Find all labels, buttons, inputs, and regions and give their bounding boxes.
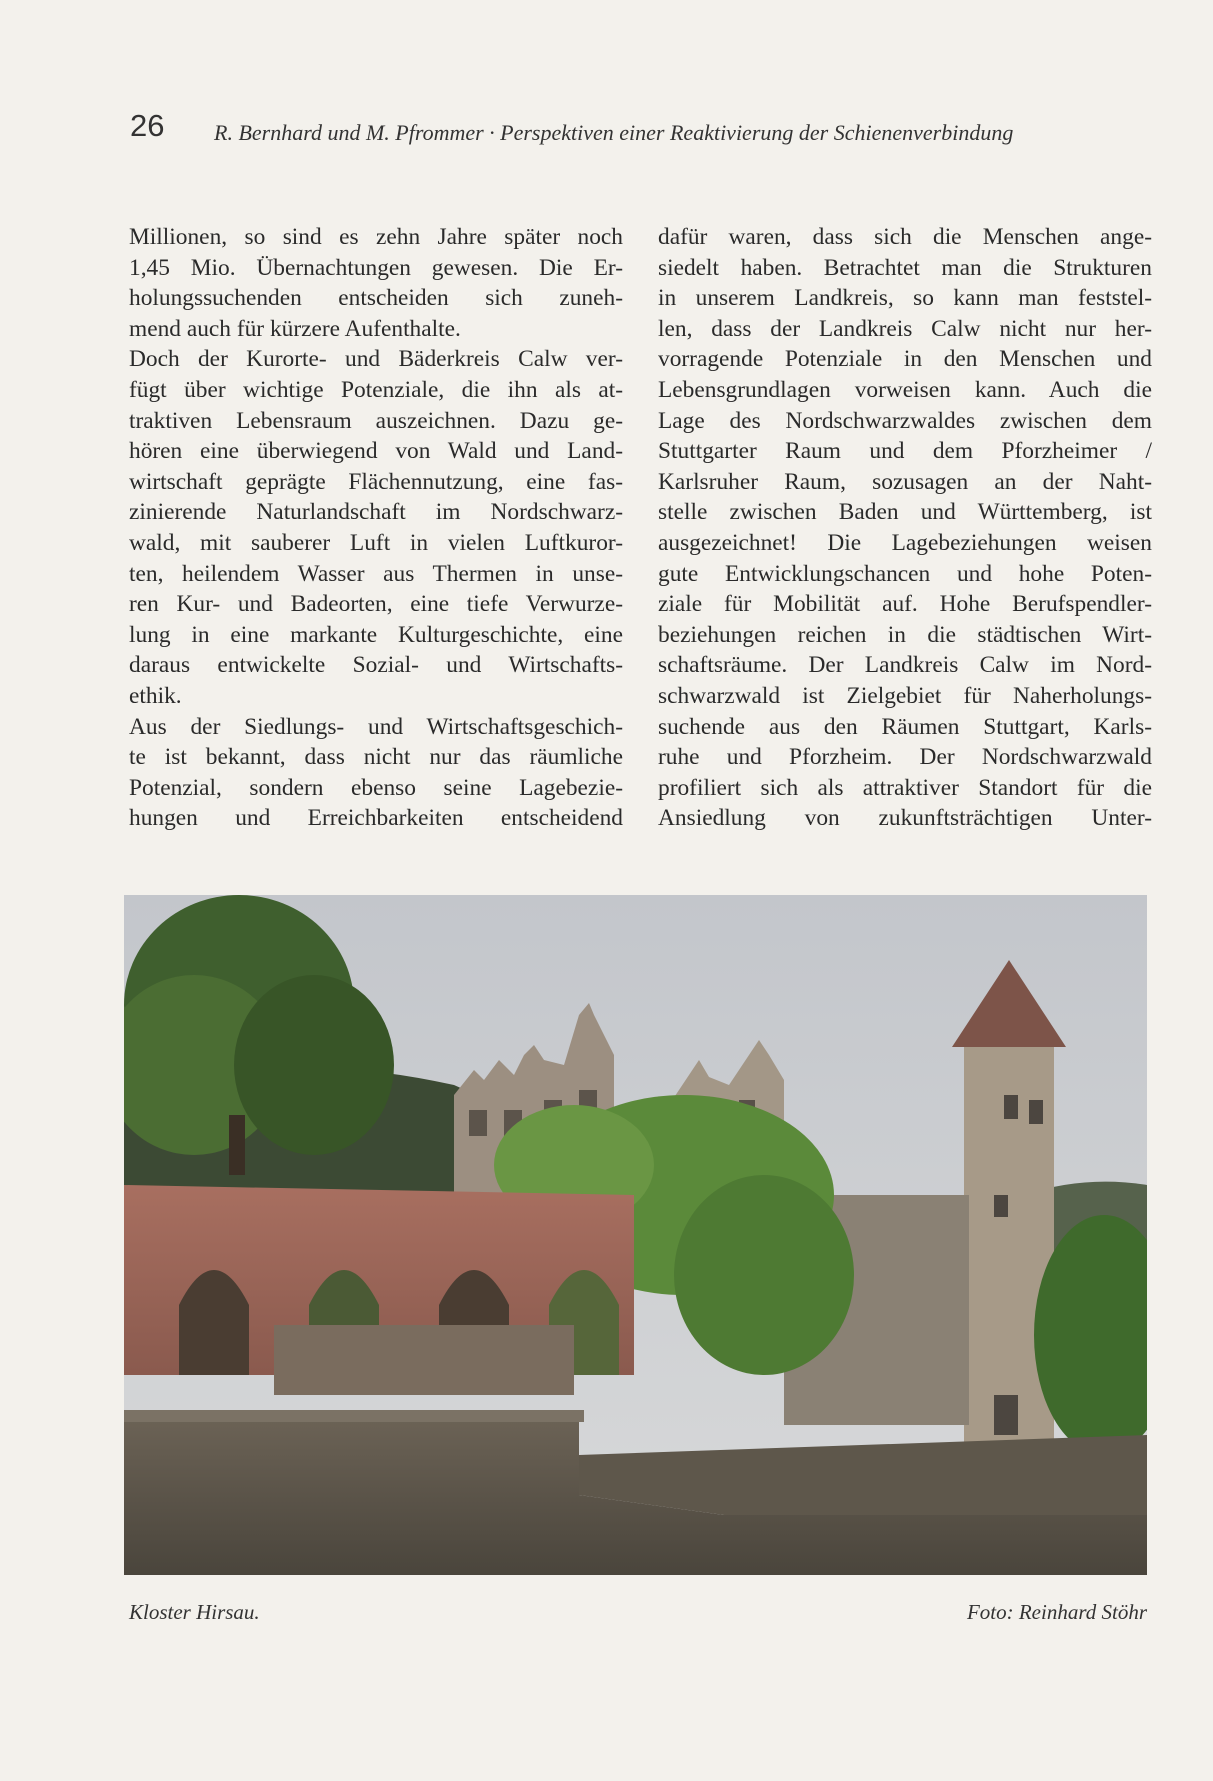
text-line: hungen und Erreichbarkeiten entscheidend (129, 805, 623, 832)
text-line: schwarzwald ist Zielgebiet für Naherholungs- (658, 682, 1152, 709)
text-line: mend auch für kürzere Aufenthalte. (129, 315, 461, 342)
text-line: traktiven Lebensraum auszeichnen. Dazu ge- (129, 407, 623, 434)
text-line: ausgezeichnet! Die Lagebeziehungen weisen (658, 529, 1152, 556)
text-line: Aus der Siedlungs- und Wirtschaftsgeschich- (129, 713, 623, 740)
text-line: gute Entwicklungschancen und hohe Poten- (658, 560, 1152, 587)
inner-wall (274, 1325, 574, 1395)
text-line: hören eine überwiegend von Wald und Land- (129, 438, 623, 465)
text-line: suchende aus den Räumen Stuttgart, Karls- (658, 713, 1152, 740)
text-line: profiliert sich als attraktiver Standort für die (658, 774, 1152, 801)
text-line: 1,45 Mio. Übernachtungen gewesen. Die Er- (129, 254, 623, 281)
text-line: lung in eine markante Kulturgeschichte, eine (129, 621, 623, 648)
text-line: wirtschaft geprägte Flächennutzung, eine fas- (129, 468, 623, 495)
figure-caption: Kloster Hirsau. (129, 1600, 260, 1624)
right-text-column (658, 222, 1152, 834)
text-line: len, dass der Landkreis Calw nicht nur her- (658, 315, 1152, 342)
text-line: holungssuchenden entscheiden sich zuneh- (129, 285, 623, 312)
text-line: te ist bekannt, dass nicht nur das räumliche (129, 744, 623, 771)
page-number: 26 (130, 108, 165, 143)
photo-illustration (124, 895, 1147, 1575)
text-line: in unserem Landkreis, so kann man feststel- (658, 285, 1152, 312)
photo-kloster-hirsau (124, 895, 1147, 1575)
text-line: daraus entwickelte Sozial- und Wirtschafts- (129, 652, 623, 679)
text-line: beziehungen reichen in die städtischen Wirt- (658, 621, 1152, 648)
text-line: Lage des Nordschwarzwaldes zwischen dem (658, 407, 1152, 434)
foreground-ledge (124, 1410, 584, 1422)
text-line: ten, heilendem Wasser aus Thermen in unse- (129, 560, 623, 587)
text-line: ruhe und Pforzheim. Der Nordschwarzwald (658, 744, 1152, 771)
text-line: schaftsräume. Der Landkreis Calw im Nord- (658, 652, 1152, 679)
running-title: R. Bernhard und M. Pfrommer · Perspektiven einer Reaktivierung der Schienenverbindung (214, 120, 1014, 145)
text-line: Millionen, so sind es zehn Jahre später noch (129, 224, 623, 250)
left-text-column (129, 222, 623, 834)
text-line: Lebensgrundlagen vorweisen kann. Auch die (658, 376, 1152, 403)
text-line: Potenzial, sondern ebenso seine Lagebezie- (129, 774, 623, 801)
text-line: stelle zwischen Baden und Württemberg, ist (658, 499, 1152, 526)
text-line: zinierende Naturlandschaft im Nordschwarz- (129, 499, 623, 526)
text-line: ren Kur- und Badeorten, eine tiefe Verwurze- (129, 591, 623, 618)
text-line: ethik. (129, 682, 182, 709)
text-line: vorragende Potenziale in den Menschen und (658, 346, 1152, 373)
photo-credit: Foto: Reinhard Stöhr (966, 1600, 1147, 1624)
text-line: siedelt haben. Betrachtet man die Strukturen (658, 254, 1152, 281)
text-line: Ansiedlung von zukunftsträchtigen Unter- (658, 805, 1152, 832)
text-line: ziale für Mobilität auf. Hohe Berufspendler- (658, 591, 1152, 618)
text-line: Doch der Kurorte- und Bäderkreis Calw ver- (129, 346, 623, 373)
text-line: Stuttgarter Raum und dem Pforzheimer / (658, 438, 1152, 465)
text-line: dafür waren, dass sich die Menschen ange- (658, 224, 1152, 250)
text-line: wald, mit sauberer Luft in vielen Luftkuror- (129, 529, 623, 556)
text-line: Karlsruher Raum, sozusagen an der Naht- (658, 468, 1152, 495)
text-line: fügt über wichtige Potenziale, die ihn als at- (129, 376, 623, 403)
